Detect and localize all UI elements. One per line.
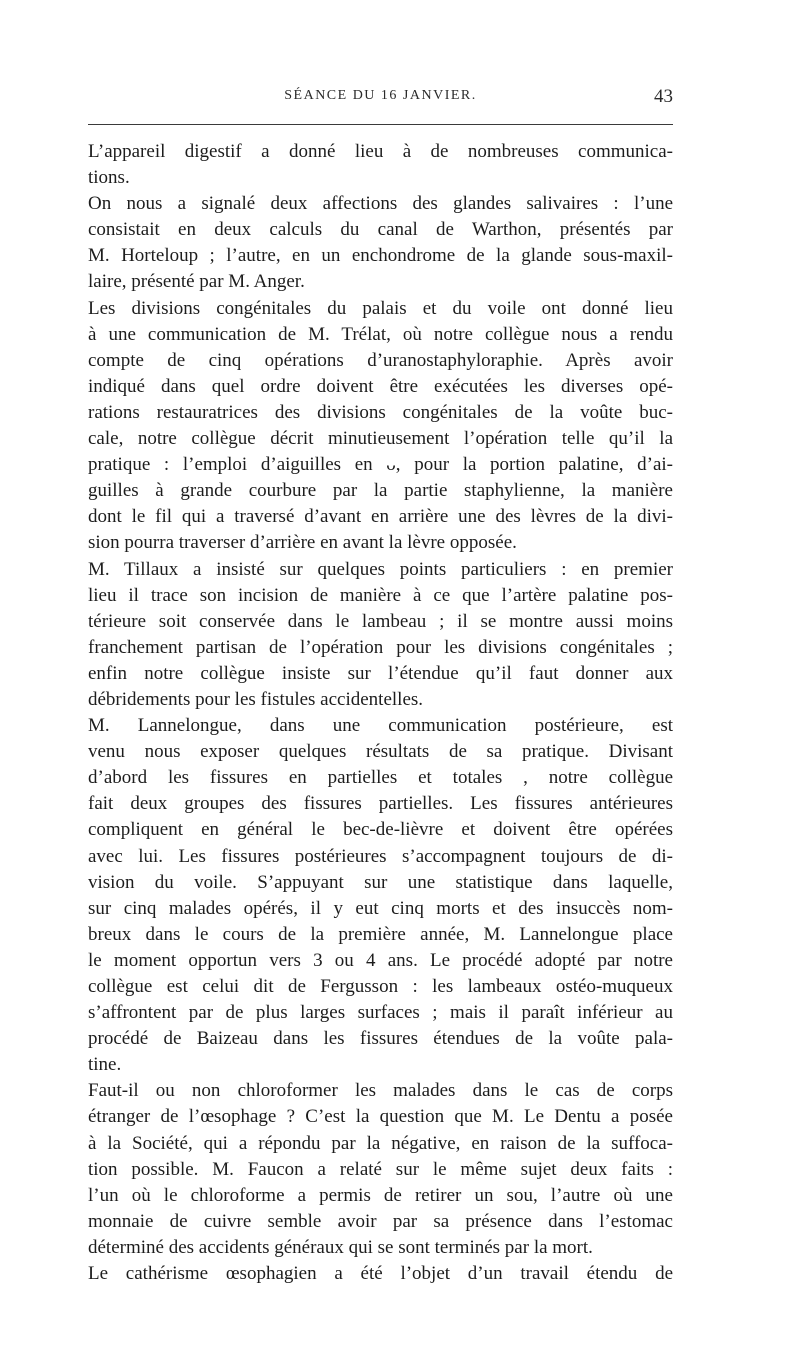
text-line: laire, présenté par M. Anger. bbox=[88, 271, 305, 293]
paragraph-chloroform bbox=[88, 1078, 673, 1261]
text-line: sion pourra traverser d’arrière en avant la lèvre opposée. bbox=[88, 532, 517, 554]
text-line: compliquent en général le bec-de-lièvre et doivent être opérées bbox=[88, 819, 673, 841]
text-line: procédé de Baizeau dans les fissures étendues de la voûte pala- bbox=[88, 1028, 673, 1050]
paragraph-catheterism bbox=[88, 1261, 673, 1287]
text-line: Les divisions congénitales du palais et du voile ont donné lieu bbox=[88, 297, 673, 319]
text-line: le moment opportun vers 3 ou 4 ans. Le procédé adopté par notre bbox=[88, 949, 673, 971]
paragraph-digestive bbox=[88, 139, 673, 191]
text-line: avec lui. Les fissures postérieures s’accompagnent toujours de di- bbox=[88, 845, 673, 867]
text-line: Le cathérisme œsophagien a été l’objet d’un travail étendu de bbox=[88, 1263, 673, 1285]
running-head bbox=[88, 88, 673, 118]
text-line: guilles à grande courbure par la partie staphylienne, la manière bbox=[88, 480, 673, 502]
text-line: consistait en deux calculs du canal de Warthon, présentés par bbox=[88, 219, 673, 241]
text-line: d’abord les fissures en partielles et totales , notre collègue bbox=[88, 767, 673, 789]
text-line: breux dans le cours de la première année, M. Lannelongue place bbox=[88, 923, 673, 945]
running-title: SÉANCE DU 16 JANVIER. bbox=[284, 88, 477, 103]
text-line: compte de cinq opérations d’uranostaphyloraphie. Après avoir bbox=[88, 349, 673, 371]
text-line: à une communication de M. Trélat, où notre collègue nous a rendu bbox=[88, 323, 673, 345]
text-line: vision du voile. S’appuyant sur une statistique dans laquelle, bbox=[88, 871, 673, 893]
text-line: fait deux groupes des fissures partielles. Les fissures antérieures bbox=[88, 793, 673, 815]
paragraph-tillaux bbox=[88, 557, 673, 714]
text-line: sur cinq malades opérés, il y eut cinq morts et des insuccès nom- bbox=[88, 897, 673, 919]
text-line: l’un où le chloroforme a permis de retirer un sou, l’autre où une bbox=[88, 1184, 673, 1206]
header-rule bbox=[88, 124, 673, 125]
text-line: cale, notre collègue décrit minutieusement l’opération telle qu’il la bbox=[88, 428, 673, 450]
body-text bbox=[88, 139, 673, 1287]
page-number: 43 bbox=[654, 86, 673, 107]
text-line: débridements pour les fistules accidentelles. bbox=[88, 688, 424, 710]
text-line: tion possible. M. Faucon a relaté sur le même sujet deux faits : bbox=[88, 1158, 673, 1180]
text-line: collègue est celui dit de Fergusson : les lambeaux ostéo-muqueux bbox=[88, 976, 673, 997]
text-line: monnaie de cuivre semble avoir par sa présence dans l’estomac bbox=[88, 1210, 673, 1232]
paragraph-salivary bbox=[88, 191, 673, 295]
text-line: déterminé des accidents généraux qui se sont terminés par la mort. bbox=[88, 1236, 593, 1258]
text-line: M. Lannelongue, dans une communication postérieure, est bbox=[88, 715, 673, 737]
text-line: dont le fil qui a traversé d’avant en arrière une des lèvres de la divi- bbox=[88, 506, 673, 528]
text-line: pratique : l’emploi d’aiguilles en ᴗ, pour la portion palatine, d’ai- bbox=[88, 454, 673, 476]
text-line: Faut-il ou non chloroformer les malades dans le cas de corps bbox=[88, 1080, 673, 1102]
text-line: tine. bbox=[88, 1054, 122, 1076]
text-line: tions. bbox=[88, 167, 130, 189]
text-line: s’affrontent par de plus larges surfaces ; mais il paraît inférieur au bbox=[88, 1002, 673, 1024]
text-line: M. Tillaux a insisté sur quelques points particuliers : en premier bbox=[88, 558, 673, 580]
text-line: M. Horteloup ; l’autre, en un enchondrome de la glande sous-maxil- bbox=[88, 245, 673, 267]
text-line: L’appareil digestif a donné lieu à de nombreuses communica- bbox=[88, 141, 673, 162]
text-line: à la Société, qui a répondu par la négative, en raison de la suffoca- bbox=[88, 1132, 673, 1154]
text-line: On nous a signalé deux affections des glandes salivaires : l’une bbox=[88, 193, 673, 215]
text-line: rations restauratrices des divisions congénitales de la voûte buc- bbox=[88, 401, 673, 423]
paragraph-palate-divisions bbox=[88, 296, 673, 557]
text-line: enfin notre collègue insiste sur l’étendue qu’il faut donner aux bbox=[88, 662, 673, 684]
text-line: térieure soit conservée dans le lambeau ; il se montre aussi moins bbox=[88, 610, 673, 632]
text-line: franchement partisan de l’opération pour les divisions congénitales ; bbox=[88, 636, 673, 658]
text-line: venu nous exposer quelques résultats de sa pratique. Divisant bbox=[88, 741, 673, 763]
paragraph-lannelongue bbox=[88, 713, 673, 1078]
text-line: étranger de l’œsophage ? C’est la question que M. Le Dentu a posée bbox=[88, 1106, 673, 1128]
text-line: indiqué dans quel ordre doivent être exécutées les diverses opé- bbox=[88, 375, 673, 397]
text-line: lieu il trace son incision de manière à ce que l’artère palatine pos- bbox=[88, 584, 673, 606]
